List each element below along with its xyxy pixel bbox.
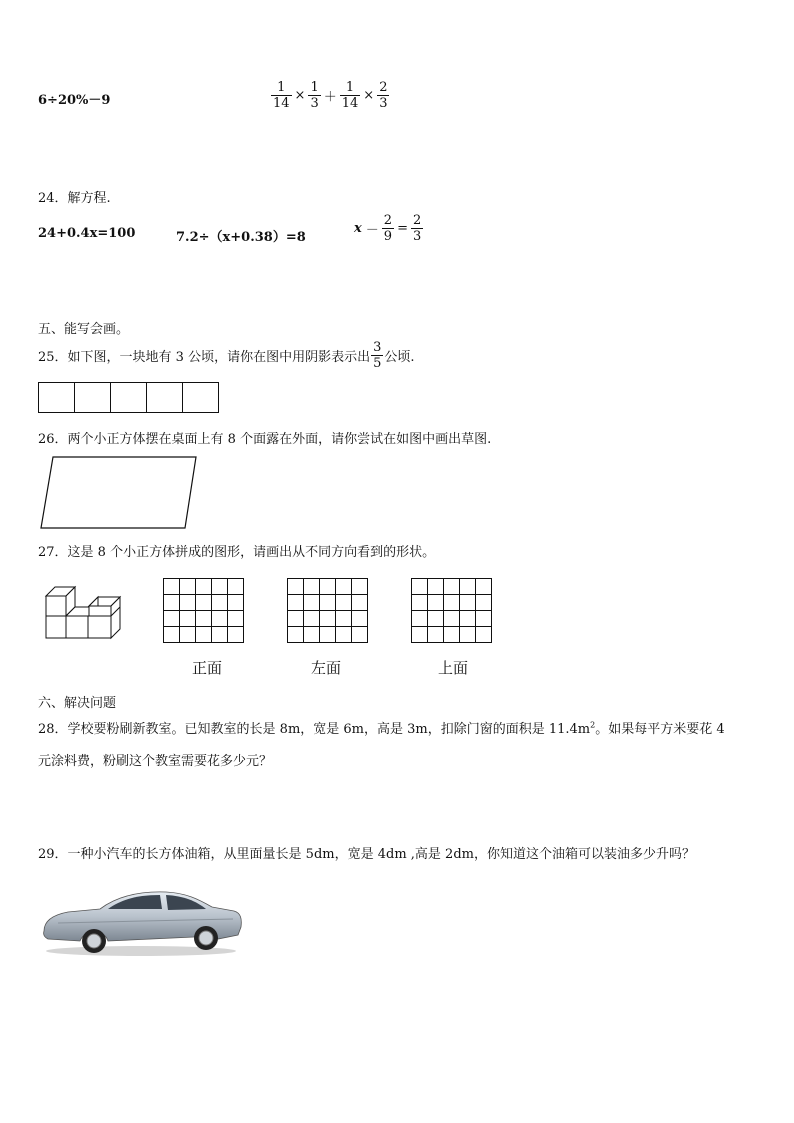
section-6-title: 六、解决问题: [38, 696, 117, 711]
eq3-fraction-2-9: $\frac{2}{9}$: [383, 213, 393, 244]
expression-left: 6÷20%－9: [38, 93, 111, 108]
car-image: [38, 885, 244, 959]
parallelogram-drawing-area[interactable]: [38, 455, 200, 531]
fraction-2-3: $\frac{2}{3}$: [379, 80, 388, 111]
cube-figure: [42, 584, 128, 642]
land-cell[interactable]: [38, 382, 75, 413]
q28-line-1: 28．学校要粉刷新教室。已知教室的长是 8m，宽是 6m，高是 3m，扣除门窗的面积是 $11.4m^2$。如果每平方米要花 4: [38, 720, 725, 737]
q24-equation-3: x － $\frac{2}{9}$ = $\frac{2}{3}$: [354, 213, 422, 244]
top-view-grid[interactable]: [411, 578, 492, 643]
left-view-grid[interactable]: [287, 578, 368, 643]
q27-text: 27．这是 8 个小正方体拼成的图形，请画出从不同方向看到的形状。: [38, 545, 436, 560]
q24-equation-2: 7.2÷（x+0.38）=8: [176, 230, 306, 245]
front-view-grid[interactable]: [163, 578, 244, 643]
fraction-1-14: $\frac{1}{14}$: [273, 80, 290, 111]
q29-text: 29．一种小汽车的长方体油箱，从里面量长是 5dm，宽是 4dm ,高是 2dm，你知道这个油箱可以装油多少升吗？: [38, 847, 695, 862]
times-sign: ×: [294, 88, 306, 103]
eq3-fraction-2-3: $\frac{2}{3}$: [412, 213, 422, 244]
section-5-title: 五、能写会画。: [38, 322, 130, 337]
left-view-label: 左面: [311, 659, 342, 677]
land-cell[interactable]: [110, 382, 147, 413]
q25-fraction-3-5: $\frac{3}{5}$: [373, 340, 382, 371]
land-cell[interactable]: [74, 382, 111, 413]
top-view-label: 上面: [438, 659, 469, 677]
times-sign-2: ×: [363, 88, 375, 103]
q24-equation-1: 24+0.4x=100: [38, 226, 136, 241]
land-cell[interactable]: [146, 382, 183, 413]
plus-sign: ＋: [323, 90, 337, 105]
fraction-1-14-b: $\frac{1}{14}$: [341, 80, 359, 111]
fraction-expression: [270, 80, 390, 111]
q25-land-strip: [39, 382, 219, 413]
land-cell[interactable]: [182, 382, 219, 413]
fraction-1-3: $\frac{1}{3}$: [310, 80, 319, 111]
front-view-label: 正面: [192, 659, 223, 677]
q24-heading: 24．解方程.: [38, 191, 111, 206]
q26-text: 26．两个小正方体摆在桌面上有 8 个面露在外面，请你尝试在如图中画出草图.: [38, 432, 492, 447]
q25-text: 25．如下图，一块地有 3 公顷，请你在图中用阴影表示出 $\frac{3}{5}$ 公顷.: [38, 340, 415, 371]
q28-line-2: 元涂料费，粉刷这个教室需要花多少元？: [38, 754, 273, 769]
